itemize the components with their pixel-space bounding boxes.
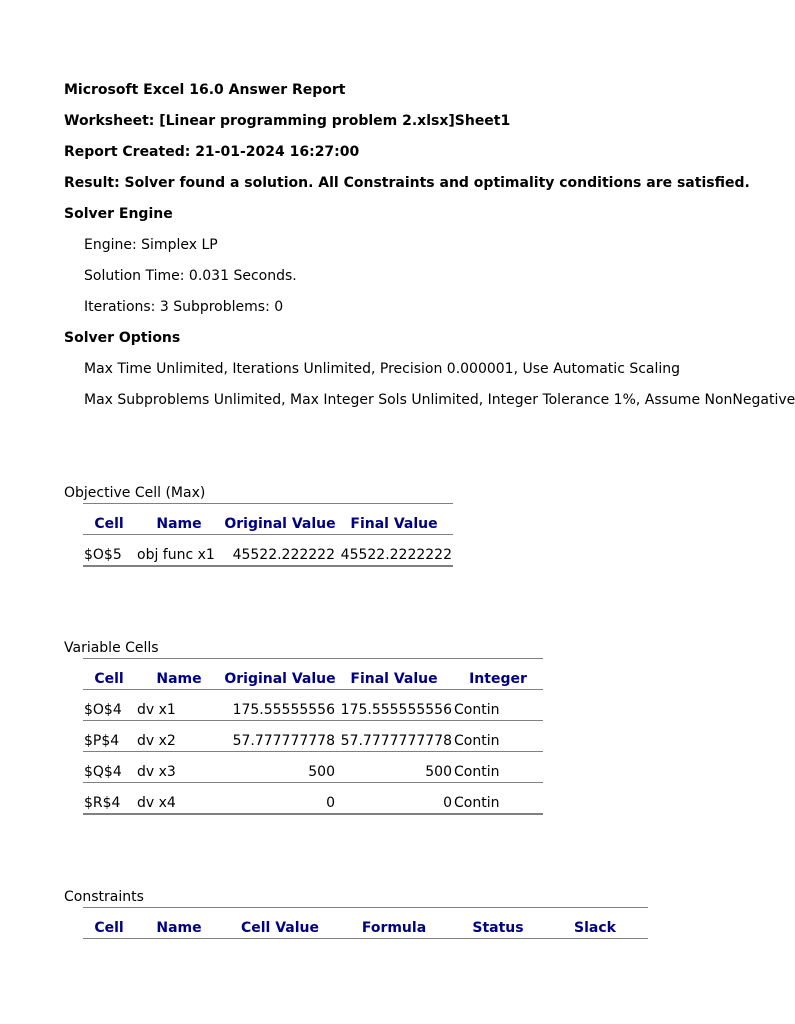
constraints-header-formula: Formula [361, 920, 427, 936]
variable-cell-ref: $P$4 [84, 733, 120, 749]
variable-final-value: 0 [443, 795, 452, 811]
variable-original-value: 0 [326, 795, 335, 811]
objective-header-original: Original Value [224, 516, 336, 532]
variable-name: dv x4 [137, 795, 176, 811]
variable-final-value: 57.7777777778 [340, 733, 452, 749]
variable-original-value: 175.55555556 [232, 702, 335, 718]
options-line-2: Max Subproblems Unlimited, Max Integer Sols Unlimited, Integer Tolerance 1%, Assume NonNegative [84, 392, 795, 408]
objective-header-final: Final Value [350, 516, 438, 532]
objective-cell-ref: $O$5 [84, 547, 122, 563]
variables-header-cell: Cell [94, 671, 124, 687]
variable-name: dv x2 [137, 733, 176, 749]
objective-header-rule [83, 534, 453, 535]
solver-engine-heading: Solver Engine [64, 206, 173, 222]
variables-bottom-rule [83, 813, 543, 815]
variables-header-name: Name [156, 671, 202, 687]
objective-name: obj func x1 [137, 547, 215, 563]
solver-options-heading: Solver Options [64, 330, 181, 346]
row-divider [83, 720, 543, 721]
variable-final-value: 500 [425, 764, 452, 780]
constraints-header-slack: Slack [574, 920, 616, 936]
report-created-line: Report Created: 21-01-2024 16:27:00 [64, 144, 360, 160]
variables-top-rule [83, 658, 543, 659]
solution-time-line: Solution Time: 0.031 Seconds. [84, 268, 297, 284]
objective-header-name: Name [156, 516, 202, 532]
objective-bottom-rule [83, 565, 453, 567]
engine-line: Engine: Simplex LP [84, 237, 218, 253]
variable-integer: Contin [454, 764, 500, 780]
variable-integer: Contin [454, 795, 500, 811]
variable-name: dv x1 [137, 702, 176, 718]
constraints-header-name: Name [156, 920, 202, 936]
constraints-section-title: Constraints [64, 889, 144, 905]
worksheet-line: Worksheet: [Linear programming problem 2.xlsx]Sheet1 [64, 113, 511, 129]
variables-header-original: Original Value [224, 671, 336, 687]
objective-top-rule [83, 503, 453, 504]
options-line-1: Max Time Unlimited, Iterations Unlimited, Precision 0.000001, Use Automatic Scaling [84, 361, 681, 377]
objective-original-value: 45522.222222 [232, 547, 335, 563]
report-title: Microsoft Excel 16.0 Answer Report [64, 82, 346, 98]
variable-name: dv x3 [137, 764, 176, 780]
variable-integer: Contin [454, 733, 500, 749]
constraints-header-status: Status [472, 920, 524, 936]
variable-original-value: 500 [308, 764, 335, 780]
result-line: Result: Solver found a solution. All Constraints and optimality conditions are satisfied. [64, 175, 750, 191]
variable-cell-ref: $O$4 [84, 702, 122, 718]
iterations-line: Iterations: 3 Subproblems: 0 [84, 299, 284, 315]
objective-section-title: Objective Cell (Max) [64, 485, 206, 501]
variables-header-rule [83, 689, 543, 690]
variable-cell-ref: $Q$4 [84, 764, 122, 780]
variable-cell-ref: $R$4 [84, 795, 121, 811]
row-divider [83, 751, 543, 752]
objective-header-cell: Cell [94, 516, 124, 532]
constraints-top-rule [83, 907, 648, 908]
variables-section-title: Variable Cells [64, 640, 159, 656]
constraints-header-rule [83, 938, 648, 939]
variables-header-final: Final Value [350, 671, 438, 687]
constraints-header-cell-value: Cell Value [240, 920, 320, 936]
variable-original-value: 57.777777778 [232, 733, 335, 749]
row-divider [83, 782, 543, 783]
variables-header-integer: Integer [469, 671, 527, 687]
variable-integer: Contin [454, 702, 500, 718]
objective-final-value: 45522.2222222 [340, 547, 452, 563]
constraints-header-cell: Cell [94, 920, 124, 936]
variable-final-value: 175.555555556 [340, 702, 452, 718]
